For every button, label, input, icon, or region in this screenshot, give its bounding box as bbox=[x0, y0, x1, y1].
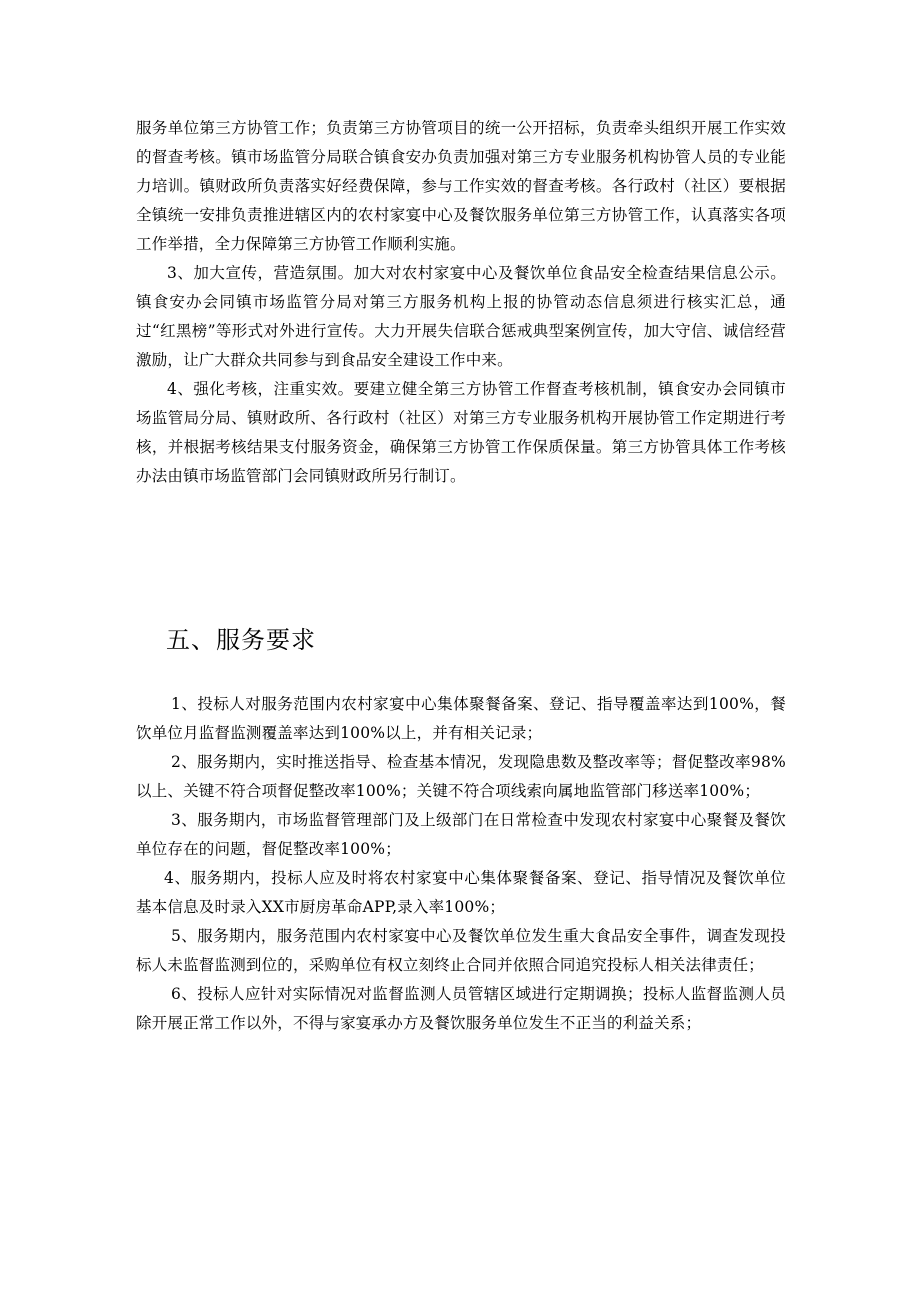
requirement-item: 6、投标人应针对实际情况对监督监测人员管辖区域进行定期调换；投标人监督监测人员除开展正常工作以外，不得与家宴承办方及餐饮服务单位发生不正当的利益关系； bbox=[136, 985, 786, 1032]
paragraph-publicity: 3、加大宣传，营造氛围。加大对农村家宴中心及餐饮单位食品安全检查结果信息公示。镇食安办会同镇市场监管分局对第三方服务机构上报的协管动态信息须进行核实汇总，通过“红黑榜”等形式对外进行宣传。大力开展失信联合惩戒典型案例宣传，加大守信、诚信经营激励，让广大群众共同参与到食品安全建设工作中来。 bbox=[136, 264, 786, 369]
requirement-item: 5、服务期内，服务范围内农村家宴中心及餐饮单位发生重大食品安全事件，调查发现投标人未监督监测到位的，采购单位有权立刻终止合同并依照合同追究投标人相关法律责任； bbox=[136, 927, 786, 974]
requirement-item: 4、服务期内，投标人应及时将农村家宴中心集体聚餐备案、登记、指导情况及餐饮单位基本信息及时录入XX市厨房革命APP,录入率100%； bbox=[136, 869, 786, 916]
requirement-item: 1、投标人对服务范围内农村家宴中心集体聚餐备案、登记、指导覆盖率达到100%，餐饮单位月监督监测覆盖率达到100%以上，并有相关记录； bbox=[136, 695, 786, 742]
requirement-item: 2、服务期内，实时推送指导、检查基本情况，发现隐患数及整改率等；督促整改率98%以上、关键不符合项督促整改率100%；关键不符合项线索向属地监管部门移送率100%； bbox=[136, 753, 786, 800]
paragraph-responsibilities: 服务单位第三方协管工作；负责第三方协管项目的统一公开招标，负责牵头组织开展工作实效的督查考核。镇市场监管分局联合镇食安办负责加强对第三方专业服务机构协管人员的专业能力培训。镇财政所负责落实好经费保障，参与工作实效的督查考核。各行政村（社区）要根据全镇统一安排负责推进辖区内的农村家宴中心及餐饮服务单位第三方协管工作，认真落实各项工作举措，全力保障第三方协管工作顺利实施。 bbox=[136, 119, 786, 253]
requirement-item: 3、服务期内，市场监督管理部门及上级部门在日常检查中发现农村家宴中心聚餐及餐饮单位存在的问题，督促整改率100%； bbox=[136, 811, 786, 858]
service-requirements-list bbox=[136, 690, 786, 1038]
section-heading: 五、服务要求 bbox=[166, 626, 316, 654]
paragraph-assessment: 4、强化考核，注重实效。要建立健全第三方协管工作督查考核机制，镇食安办会同镇市场监管局分局、镇财政所、各行政村（社区）对第三方专业服务机构开展协管工作定期进行考核，并根据考核结果支付服务资金，确保第三方协管工作保质保量。第三方协管具体工作考核办法由镇市场监管部门会同镇财政所另行制订。 bbox=[136, 380, 786, 485]
section4-continuation bbox=[136, 114, 786, 491]
